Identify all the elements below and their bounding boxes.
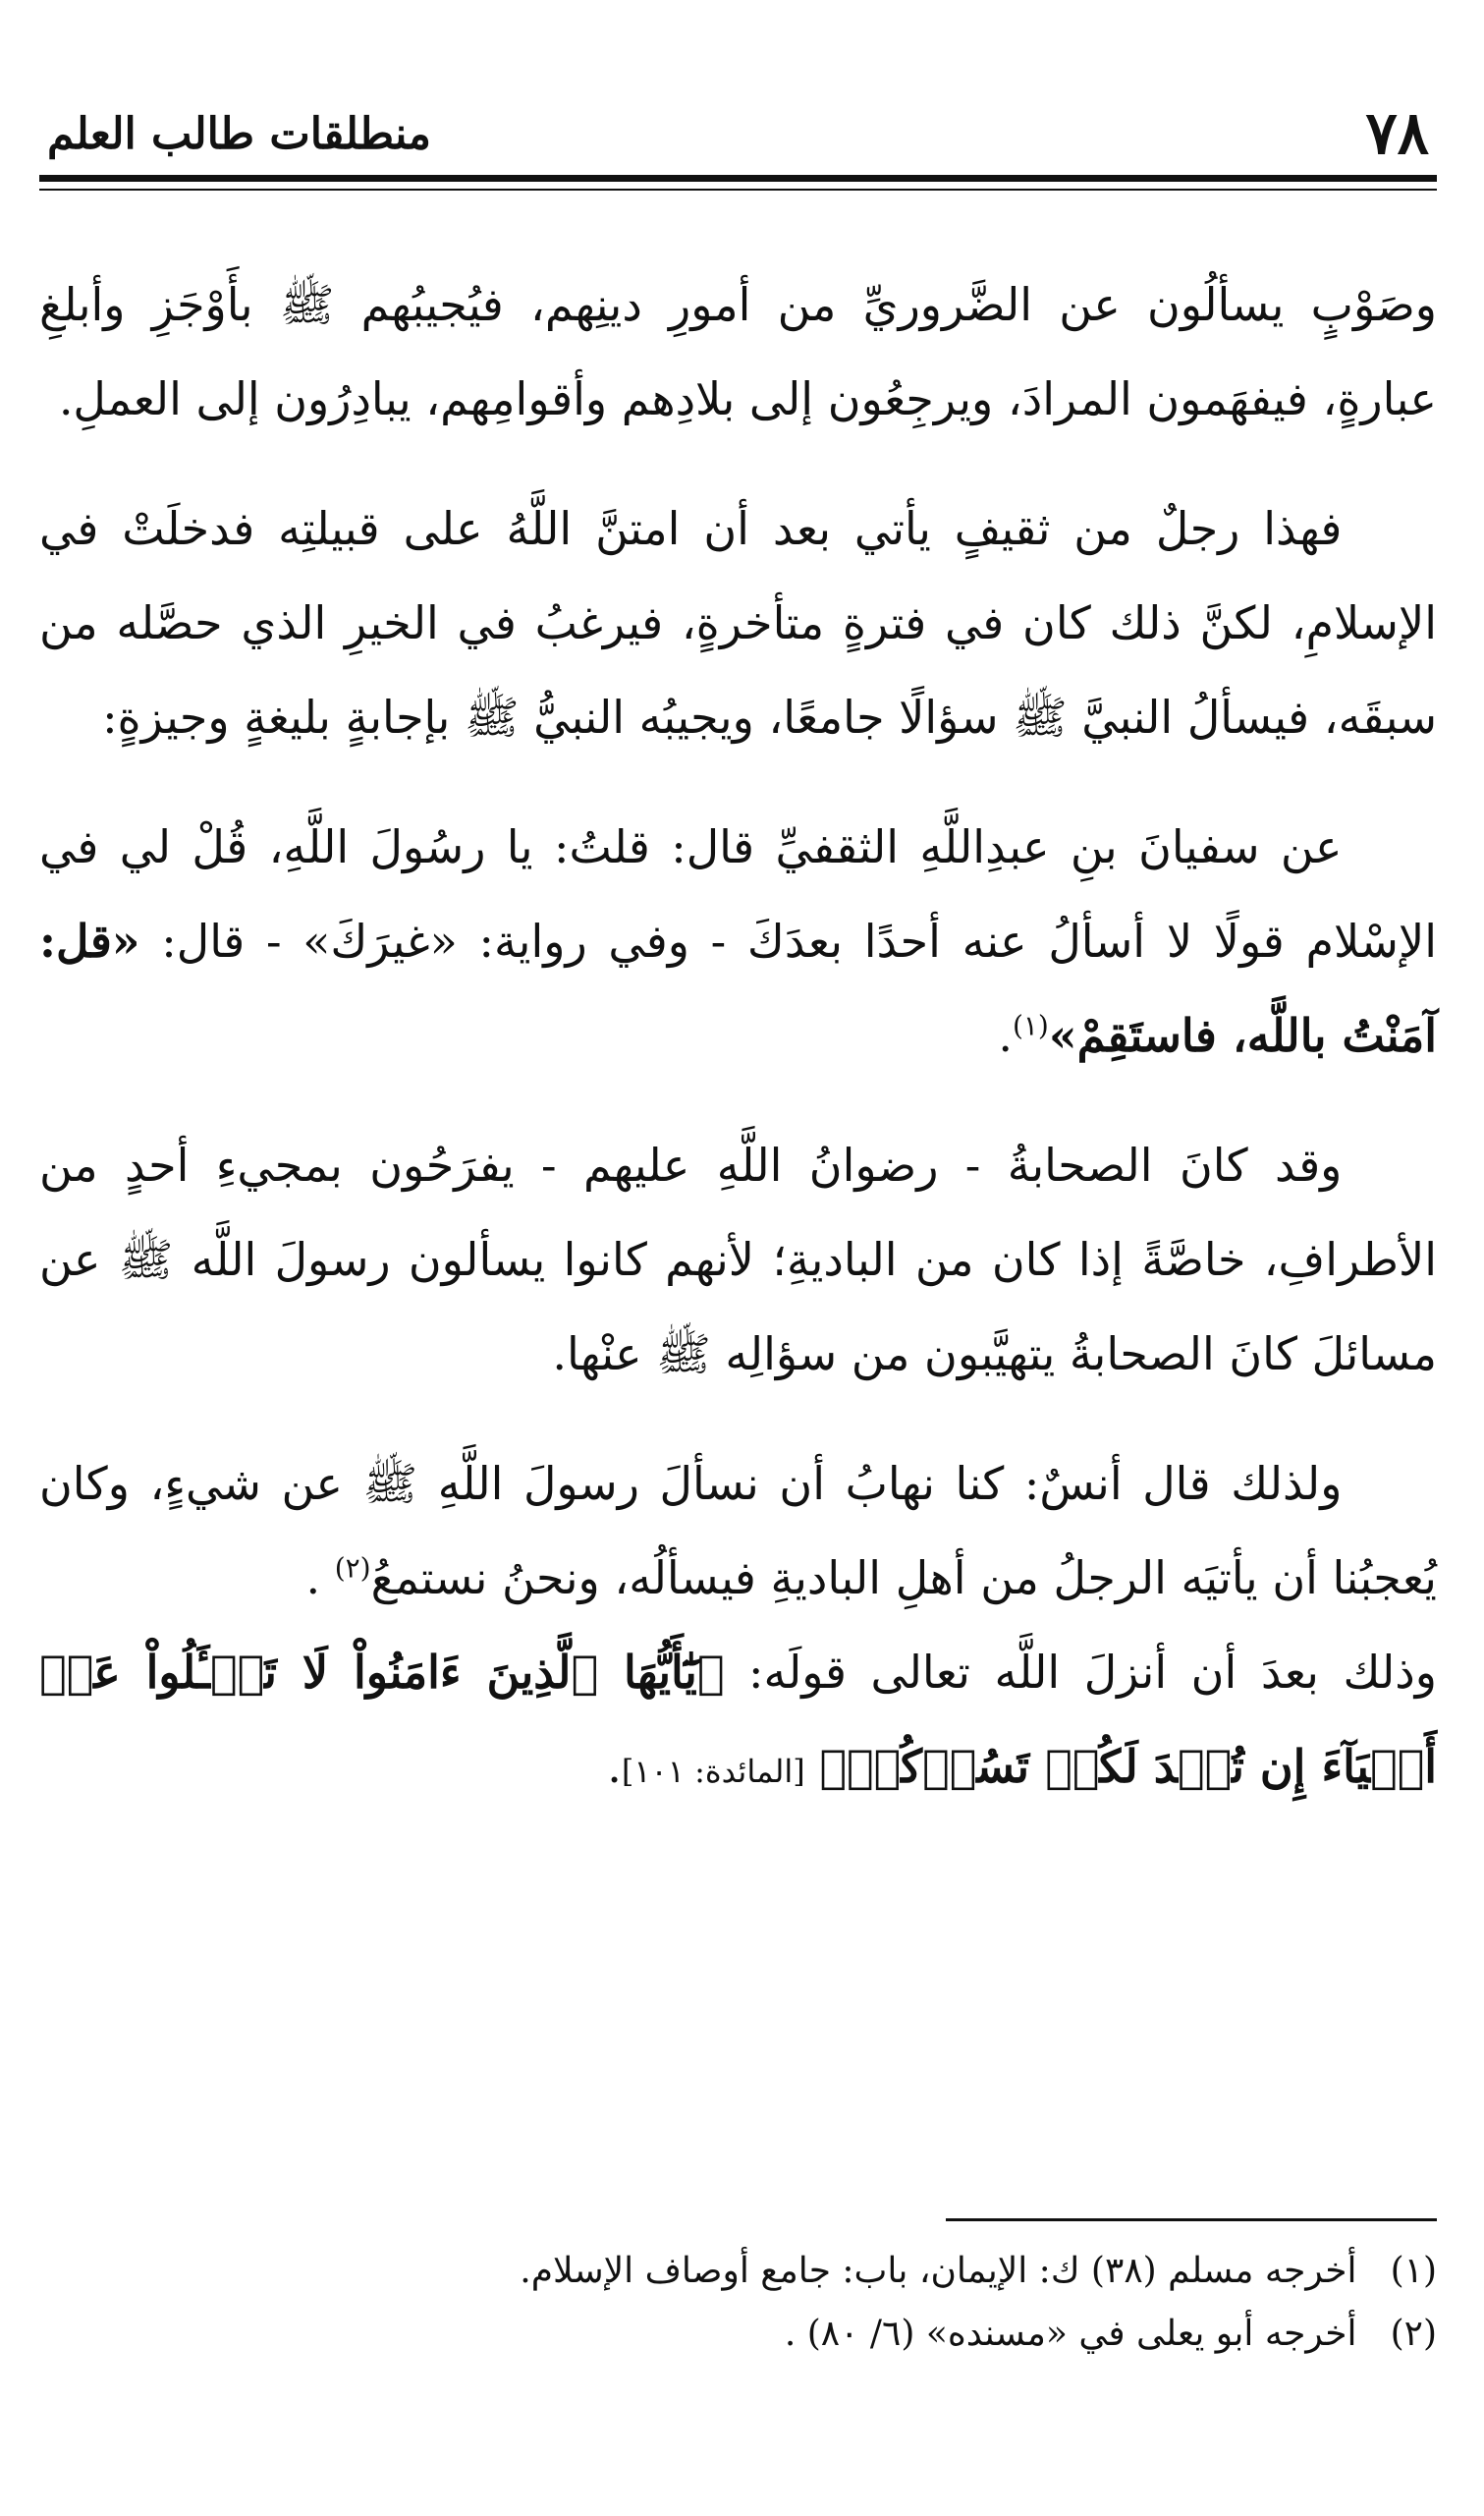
paragraph-5: [39, 1436, 1437, 1625]
hadith-intro: عن سفيانَ بنِ عبدِاللَّهِ الثقفيِّ قال: قلتُ: يا رسُولَ اللَّهِ، قُلْ لي في الإسْلام قولًا لا أسألُ عنه أحدًا بعدَكَ - وفي رواية: «غيرَكَ» - قال:: [39, 820, 1437, 968]
footnote-2: [39, 2303, 1437, 2366]
footnote-ref-1: (١): [1012, 1009, 1049, 1042]
verse-source: [المائدة: ١٠١]: [621, 1753, 805, 1790]
page-number: ٧٨: [1365, 99, 1429, 168]
footnote-number: (١): [1390, 2251, 1437, 2291]
paragraph-4: وقد كانَ الصحابةُ - رضوانُ اللَّهِ عليهم - يفرَحُون بمجيءِ أحدٍ من الأطرافِ، خاصَّةً إذا كان من الباديةِ؛ لأنهم كانوا يسألون رسولَ اللَّه ﷺ عن مسائلَ كانَ الصحابةُ يتهيَّبون من سؤالِه ﷺ عنْها.: [39, 1139, 1437, 1380]
footnote-separator: [946, 2218, 1437, 2221]
paragraph-2: فهذا رجلٌ من ثقيفٍ يأتي بعد أن امتنَّ اللَّهُ على قبيلتِه فدخلَتْ في الإسلامِ، لكنَّ ذلك كان في فترةٍ متأخرةٍ، فيرغبُ في الخيرِ الذي حصَّله من سبقَه، فيسألُ النبيَّ ﷺ سؤالًا جامعًا، ويجيبُه النبيُّ ﷺ بإجابةٍ بليغةٍ وجيزةٍ:: [39, 502, 1437, 744]
paragraph-5-end: .: [305, 1551, 321, 1604]
paragraph-1: وصَوْبٍ يسألُون عن الضَّروريِّ من أمورِ دينِهم، فيُجيبُهم ﷺ بأَوْجَزِ وأبلغِ عبارةٍ، فيفهَمون المرادَ، ويرجِعُون إلى بلادِهم وأقوامِهم، يبادِرُون إلى العملِ.: [39, 278, 1437, 425]
footnote-number: (٢): [1390, 2314, 1437, 2354]
footnote-text: أخرجه مسلم (٣٨) ك: الإيمان، باب: جامع أوصاف الإسلام.: [520, 2251, 1357, 2291]
hadith-quote: «قل: آمَنْتُ باللَّه، فاستَقِمْ»: [39, 915, 1437, 1062]
page-header: [39, 94, 1437, 173]
paragraph-6-end: .: [607, 1740, 622, 1793]
footnotes: [39, 2240, 1437, 2366]
header-rule-thick: [39, 175, 1437, 182]
quran-verse: ﴿يَٰٓأَيُّهَا ٱلَّذِينَ ءَامَنُواْ لَا تَسۡـَٔلُواْ عَنۡ أَشۡيَآءَ إِن تُبۡدَ لَكُمۡ تَسُؤۡكُمۡ﴾: [39, 1646, 1437, 1793]
footnote-1: [39, 2240, 1437, 2303]
verse-intro: وذلك بعدَ أن أنزلَ اللَّه تعالى قولَه:: [748, 1646, 1438, 1699]
paragraph-3-end: .: [998, 1009, 1013, 1062]
footnote-ref-2: (٢): [334, 1551, 371, 1585]
main-text: [39, 257, 1437, 1818]
paragraph-6: [39, 1625, 1437, 1818]
footnote-text: أخرجه أبو يعلى في «مسنده» (٦/ ٨٠) .: [784, 2314, 1357, 2354]
header-rule-thin: [39, 189, 1437, 191]
paragraph-3: [39, 800, 1437, 1083]
anas-narration: ولذلك قال أنسٌ: كنا نهابُ أن نسألَ رسولَ اللَّهِ ﷺ عن شيءٍ، وكان يُعجبُنا أن يأتيَه الرجلُ من أهلِ الباديةِ فيسألُه، ونحنُ نستمعُ: [39, 1457, 1437, 1604]
running-title: منطلقات طالب العلم: [47, 109, 431, 159]
